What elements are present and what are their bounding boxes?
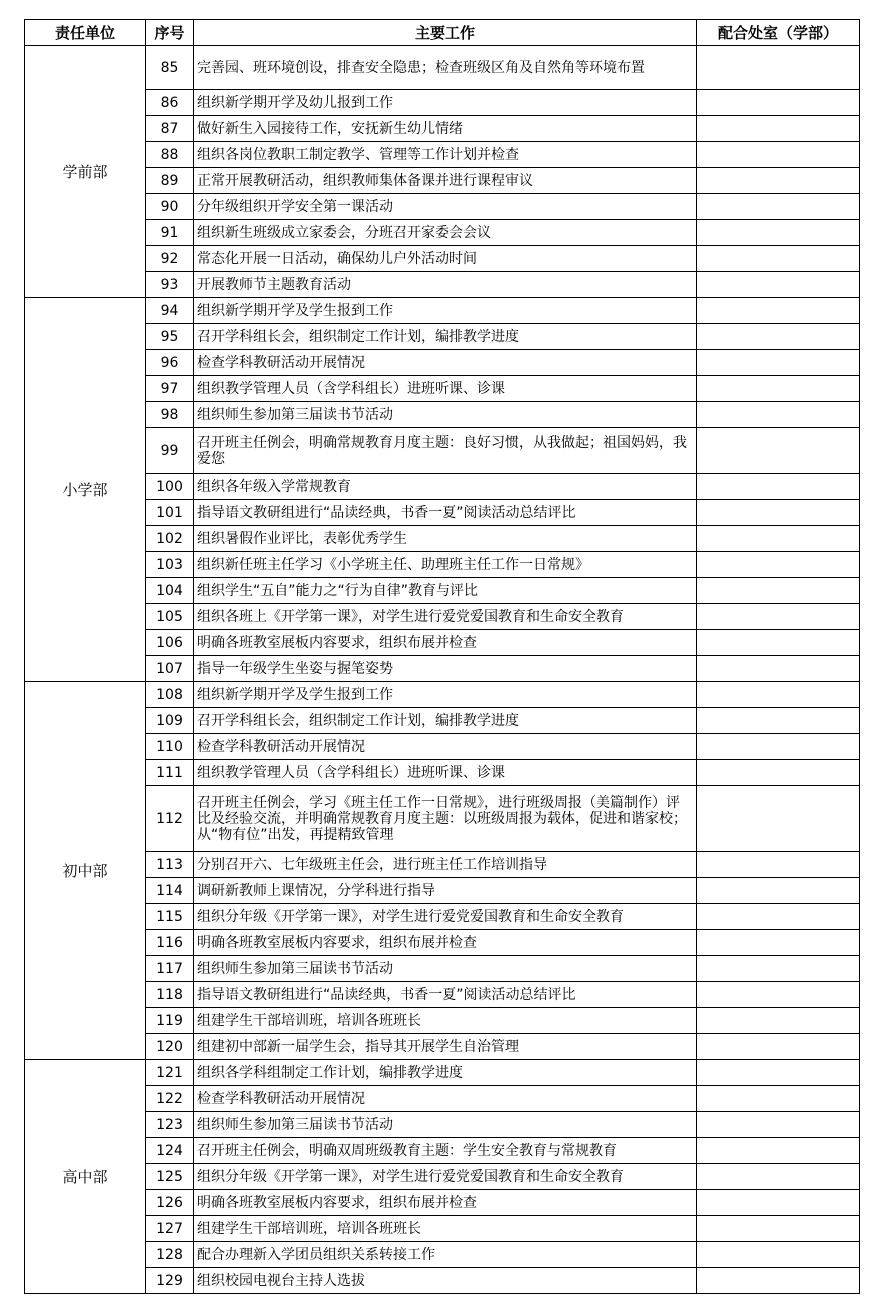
table-row — [25, 904, 860, 930]
table-row — [25, 46, 860, 90]
coop-cell — [697, 116, 860, 142]
task-cell: 组织各年级入学常规教育 — [194, 474, 697, 500]
table-row — [25, 526, 860, 552]
task-cell: 组建初中部新一届学生会，指导其开展学生自治管理 — [194, 1034, 697, 1060]
row-number: 100 — [146, 474, 194, 500]
row-number: 97 — [146, 376, 194, 402]
coop-cell — [697, 474, 860, 500]
task-cell: 组建学生干部培训班，培训各班班长 — [194, 1216, 697, 1242]
table-row — [25, 878, 860, 904]
row-number: 87 — [146, 116, 194, 142]
row-number: 104 — [146, 578, 194, 604]
task-cell: 召开学科组长会，组织制定工作计划，编排教学进度 — [194, 708, 697, 734]
task-cell: 明确各班教室展板内容要求，组织布展并检查 — [194, 930, 697, 956]
task-cell: 组织学生“五自”能力之“行为自律”教育与评比 — [194, 578, 697, 604]
table-row — [25, 1034, 860, 1060]
row-number: 114 — [146, 878, 194, 904]
coop-cell — [697, 1216, 860, 1242]
table-row — [25, 552, 860, 578]
table-row — [25, 350, 860, 376]
task-cell: 组织分年级《开学第一课》，对学生进行爱党爱国教育和生命安全教育 — [194, 904, 697, 930]
task-cell: 检查学科教研活动开展情况 — [194, 734, 697, 760]
row-number: 120 — [146, 1034, 194, 1060]
row-number: 122 — [146, 1086, 194, 1112]
unit-cell: 学前部 — [25, 46, 146, 298]
coop-cell — [697, 956, 860, 982]
table-row — [25, 1268, 860, 1294]
coop-cell — [697, 324, 860, 350]
coop-cell — [697, 656, 860, 682]
coop-cell — [697, 246, 860, 272]
table-row — [25, 1138, 860, 1164]
row-number: 117 — [146, 956, 194, 982]
coop-cell — [697, 272, 860, 298]
row-number: 119 — [146, 1008, 194, 1034]
table-row — [25, 90, 860, 116]
table-row — [25, 402, 860, 428]
coop-cell — [697, 1190, 860, 1216]
task-cell: 召开学科组长会，组织制定工作计划，编排教学进度 — [194, 324, 697, 350]
table-row — [25, 298, 860, 324]
coop-cell — [697, 402, 860, 428]
table-row — [25, 142, 860, 168]
coop-cell — [697, 1034, 860, 1060]
coop-cell — [697, 630, 860, 656]
task-cell: 配合办理新入学团员组织关系转接工作 — [194, 1242, 697, 1268]
table-row — [25, 500, 860, 526]
row-number: 116 — [146, 930, 194, 956]
coop-cell — [697, 930, 860, 956]
table-row — [25, 428, 860, 474]
coop-cell — [697, 220, 860, 246]
task-cell: 召开班主任例会，明确常规教育月度主题：良好习惯，从我做起；祖国妈妈，我爱您 — [194, 428, 697, 474]
row-number: 108 — [146, 682, 194, 708]
table-row — [25, 376, 860, 402]
row-number: 103 — [146, 552, 194, 578]
row-number: 105 — [146, 604, 194, 630]
header-row — [25, 20, 860, 46]
table-row — [25, 1164, 860, 1190]
task-cell: 完善园、班环境创设，排查安全隐患；检查班级区角及自然角等环境布置 — [194, 46, 697, 90]
coop-cell — [697, 376, 860, 402]
row-number: 101 — [146, 500, 194, 526]
task-cell: 组织暑假作业评比，表彰优秀学生 — [194, 526, 697, 552]
task-cell: 组织分年级《开学第一课》，对学生进行爱党爱国教育和生命安全教育 — [194, 1164, 697, 1190]
row-number: 115 — [146, 904, 194, 930]
table-row — [25, 1112, 860, 1138]
coop-cell — [697, 852, 860, 878]
table-row — [25, 1216, 860, 1242]
row-number: 98 — [146, 402, 194, 428]
row-number: 110 — [146, 734, 194, 760]
coop-cell — [697, 578, 860, 604]
table-row — [25, 734, 860, 760]
table-row — [25, 1086, 860, 1112]
table-row — [25, 852, 860, 878]
coop-cell — [697, 760, 860, 786]
table-row — [25, 708, 860, 734]
table-row — [25, 956, 860, 982]
coop-cell — [697, 1242, 860, 1268]
row-number: 127 — [146, 1216, 194, 1242]
task-cell: 召开班主任例会，明确双周班级教育主题：学生安全教育与常规教育 — [194, 1138, 697, 1164]
work-plan-table — [24, 19, 860, 1294]
row-number: 109 — [146, 708, 194, 734]
table-row — [25, 1190, 860, 1216]
task-cell: 明确各班教室展板内容要求，组织布展并检查 — [194, 630, 697, 656]
unit-cell: 高中部 — [25, 1060, 146, 1294]
coop-cell — [697, 1086, 860, 1112]
task-cell: 组织各学科组制定工作计划，编排教学进度 — [194, 1060, 697, 1086]
task-cell: 检查学科教研活动开展情况 — [194, 1086, 697, 1112]
row-number: 123 — [146, 1112, 194, 1138]
coop-cell — [697, 46, 860, 90]
table-row — [25, 578, 860, 604]
task-cell: 组织新学期开学及幼儿报到工作 — [194, 90, 697, 116]
task-cell: 组织教学管理人员（含学科组长）进班听课、诊课 — [194, 376, 697, 402]
task-cell: 组织师生参加第三届读书节活动 — [194, 1112, 697, 1138]
row-number: 113 — [146, 852, 194, 878]
task-cell: 组织师生参加第三届读书节活动 — [194, 402, 697, 428]
row-number: 125 — [146, 1164, 194, 1190]
row-number: 86 — [146, 90, 194, 116]
coop-cell — [697, 552, 860, 578]
coop-cell — [697, 1138, 860, 1164]
task-cell: 组织校园电视台主持人选拔 — [194, 1268, 697, 1294]
row-number: 93 — [146, 272, 194, 298]
table-row — [25, 656, 860, 682]
table-row — [25, 194, 860, 220]
row-number: 126 — [146, 1190, 194, 1216]
table-row — [25, 760, 860, 786]
coop-cell — [697, 708, 860, 734]
table-row — [25, 604, 860, 630]
coop-cell — [697, 1268, 860, 1294]
task-cell: 指导一年级学生坐姿与握笔姿势 — [194, 656, 697, 682]
table-row — [25, 682, 860, 708]
task-cell: 正常开展教研活动，组织教师集体备课并进行课程审议 — [194, 168, 697, 194]
table-row — [25, 1242, 860, 1268]
task-cell: 组织新学期开学及学生报到工作 — [194, 298, 697, 324]
table-row — [25, 246, 860, 272]
table-row — [25, 168, 860, 194]
table-row — [25, 1008, 860, 1034]
task-cell: 做好新生入园接待工作，安抚新生幼儿情绪 — [194, 116, 697, 142]
coop-cell — [697, 1112, 860, 1138]
coop-cell — [697, 350, 860, 376]
row-number: 94 — [146, 298, 194, 324]
coop-cell — [697, 500, 860, 526]
row-number: 95 — [146, 324, 194, 350]
coop-cell — [697, 90, 860, 116]
row-number: 129 — [146, 1268, 194, 1294]
row-number: 92 — [146, 246, 194, 272]
coop-cell — [697, 298, 860, 324]
table-row — [25, 474, 860, 500]
task-cell: 组织各班上《开学第一课》，对学生进行爱党爱国教育和生命安全教育 — [194, 604, 697, 630]
task-cell: 组织新生班级成立家委会，分班召开家委会会议 — [194, 220, 697, 246]
table-row — [25, 630, 860, 656]
coop-cell — [697, 428, 860, 474]
task-cell: 召开班主任例会，学习《班主任工作一日常规》，进行班级周报（美篇制作）评比及经验交流，并明确常规教育月度主题：以班级周报为载体，促进和谐家校；从“物有位”出发，再提精致管理 — [194, 786, 697, 852]
coop-cell — [697, 1164, 860, 1190]
row-number: 96 — [146, 350, 194, 376]
row-number: 88 — [146, 142, 194, 168]
unit-cell: 小学部 — [25, 298, 146, 682]
table-row — [25, 982, 860, 1008]
header-task: 主要工作 — [194, 20, 697, 46]
task-cell: 组织新学期开学及学生报到工作 — [194, 682, 697, 708]
task-cell: 检查学科教研活动开展情况 — [194, 350, 697, 376]
header-num: 序号 — [146, 20, 194, 46]
table-row — [25, 786, 860, 852]
row-number: 91 — [146, 220, 194, 246]
header-coop: 配合处室（学部） — [697, 20, 860, 46]
row-number: 111 — [146, 760, 194, 786]
table-body — [25, 46, 860, 1294]
task-cell: 组织新任班主任学习《小学班主任、助理班主任工作一日常规》 — [194, 552, 697, 578]
task-cell: 常态化开展一日活动，确保幼儿户外活动时间 — [194, 246, 697, 272]
row-number: 118 — [146, 982, 194, 1008]
row-number: 112 — [146, 786, 194, 852]
row-number: 89 — [146, 168, 194, 194]
coop-cell — [697, 878, 860, 904]
coop-cell — [697, 1060, 860, 1086]
task-cell: 开展教师节主题教育活动 — [194, 272, 697, 298]
row-number: 128 — [146, 1242, 194, 1268]
task-cell: 组建学生干部培训班，培训各班班长 — [194, 1008, 697, 1034]
unit-cell: 初中部 — [25, 682, 146, 1060]
coop-cell — [697, 904, 860, 930]
coop-cell — [697, 194, 860, 220]
task-cell: 组织师生参加第三届读书节活动 — [194, 956, 697, 982]
row-number: 106 — [146, 630, 194, 656]
table-row — [25, 220, 860, 246]
task-cell: 组织教学管理人员（含学科组长）进班听课、诊课 — [194, 760, 697, 786]
task-cell: 明确各班教室展板内容要求，组织布展并检查 — [194, 1190, 697, 1216]
row-number: 124 — [146, 1138, 194, 1164]
task-cell: 分年级组织开学安全第一课活动 — [194, 194, 697, 220]
coop-cell — [697, 982, 860, 1008]
table-row — [25, 116, 860, 142]
table-row — [25, 1060, 860, 1086]
task-cell: 指导语文教研组进行“品读经典，书香一夏”阅读活动总结评比 — [194, 500, 697, 526]
task-cell: 组织各岗位教职工制定教学、管理等工作计划并检查 — [194, 142, 697, 168]
header-unit: 责任单位 — [25, 20, 146, 46]
row-number: 85 — [146, 46, 194, 90]
row-number: 102 — [146, 526, 194, 552]
row-number: 121 — [146, 1060, 194, 1086]
coop-cell — [697, 142, 860, 168]
coop-cell — [697, 682, 860, 708]
task-cell: 指导语文教研组进行“品读经典，书香一夏”阅读活动总结评比 — [194, 982, 697, 1008]
coop-cell — [697, 604, 860, 630]
coop-cell — [697, 786, 860, 852]
task-cell: 调研新教师上课情况，分学科进行指导 — [194, 878, 697, 904]
table-row — [25, 324, 860, 350]
row-number: 107 — [146, 656, 194, 682]
table-row — [25, 272, 860, 298]
coop-cell — [697, 168, 860, 194]
row-number: 99 — [146, 428, 194, 474]
coop-cell — [697, 526, 860, 552]
table-row — [25, 930, 860, 956]
coop-cell — [697, 734, 860, 760]
task-cell: 分别召开六、七年级班主任会，进行班主任工作培训指导 — [194, 852, 697, 878]
row-number: 90 — [146, 194, 194, 220]
coop-cell — [697, 1008, 860, 1034]
